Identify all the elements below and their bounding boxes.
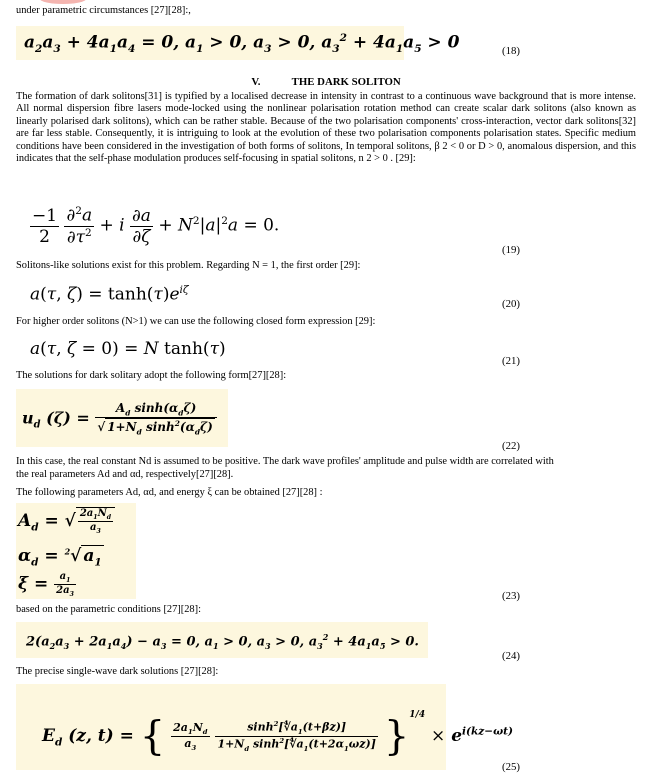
equation-number-19: (19) xyxy=(502,244,520,256)
text-after-22-line1: In this case, the real constant Nd is assumed to be positive. The dark wave profiles' amplitude and pulse width are correlated with xyxy=(16,456,554,467)
section-numeral: V. xyxy=(251,76,261,88)
equation-25: $E_d$ (z, t) = { $\frac{2a_1N_d}{a_3}$ $\frac{\sinh^2[∜a_1(t+\beta z)]}{1+N_d \sinh^2[∜a_1(t+2\alpha_1\omega z)]}$ }$^{1/4} \times e^{i(kz-\omega t)}$ xyxy=(16,684,446,770)
intro-line: under parametric circumstances [27][28]:, xyxy=(16,5,191,16)
equation-22: $u_d$ (ζ) = $\frac{A_d \sinh(\alpha_d\zeta)}{√ 1+N_d \sinh^2(\alpha_d\zeta)}$ xyxy=(16,389,228,447)
equation-18 xyxy=(16,26,460,60)
main-paragraph: The formation of dark solitons[31] is typified by a localised decrease in intensity in contrast to a continuous wave background that is more intense. All normal dispersion fibre lasers mode-locked using the nonlinear polarisation rotation method can create scalar dark solitons (also known as linearly polarised dark solitons), which can be rather stable. Because of the two polarisation components' cross-interaction, vector dark solitons[32] are far less stable. Consequently, it is intriguing to look at the evolution of these two polarisation components polarisation states. Specific medium conditions have been considered in the investigation of both forms of solitons, In temporal solitons, β 2 < 0 or D > 0, anomalous dispersion, and this indicates that the self-phase modulation produces self-focusing in spatial solitons, n 2 > 0 . [29]: xyxy=(16,91,636,165)
text-after-19: Solitons-like solutions exist for this problem. Regarding N = 1, the first order [29]: xyxy=(16,260,361,271)
corner-decoration xyxy=(40,0,86,4)
equation-23: $A_d$ = √ $\frac{2a_1N_d}{a_3}$ $\alpha_d = ^2√$ $a_1$ ξ = $\frac{a_1}{2a_3}$ xyxy=(16,503,136,599)
text-after-21: The solutions for dark solitary adopt the following form[27][28]: xyxy=(16,370,287,381)
text-params: The following parameters Ad, αd, and energy ξ can be obtained [27][28] : xyxy=(16,487,323,498)
equation-number-23: (23) xyxy=(502,590,520,602)
equation-20: a(τ, $\zeta) = \tanh(\tau)e^{i\zeta}$ xyxy=(30,284,189,305)
equation-number-22: (22) xyxy=(502,440,520,452)
section-title: THE DARK SOLITON xyxy=(291,76,401,88)
equation-18-body: $a_2a_3 + 4a_1a_4 = 0$, $a_1 > 0$, $a_3 > 0$, $a_3^2 + 4a_1a_5 > 0$ xyxy=(24,32,460,56)
text-after-22-line2: the real parameters Ad and αd, respectively[27][28]. xyxy=(16,469,234,480)
equation-number-18: (18) xyxy=(502,45,520,57)
section-heading xyxy=(0,76,652,88)
equation-21: a(τ, ζ = 0) = N tanh(τ) xyxy=(30,339,226,359)
text-after-24: The precise single-wave dark solutions [27][28]: xyxy=(16,666,219,677)
text-after-23: based on the parametric conditions [27][28]: xyxy=(16,604,201,615)
equation-number-21: (21) xyxy=(502,355,520,367)
equation-number-20: (20) xyxy=(502,298,520,310)
equation-24: $2(a_2a_3 + 2a_1a_4) - a_3 = 0$, $a_1 > 0$, $a_3 > 0$, $a_3^2 + 4a_1a_5 > 0$. xyxy=(16,622,428,658)
equation-number-24: (24) xyxy=(502,650,520,662)
text-after-20: For higher order solitons (N>1) we can use the following closed form expression [29]: xyxy=(16,316,376,327)
equation-number-25: (25) xyxy=(502,761,520,773)
equation-19: $\frac{-1}{2}$ $\frac{\partial^2a}{\partial\tau^2}$ + i $\frac{\partial a}{\partial\zeta}$ + $N^2|a|^2a = 0$. xyxy=(32,205,280,248)
